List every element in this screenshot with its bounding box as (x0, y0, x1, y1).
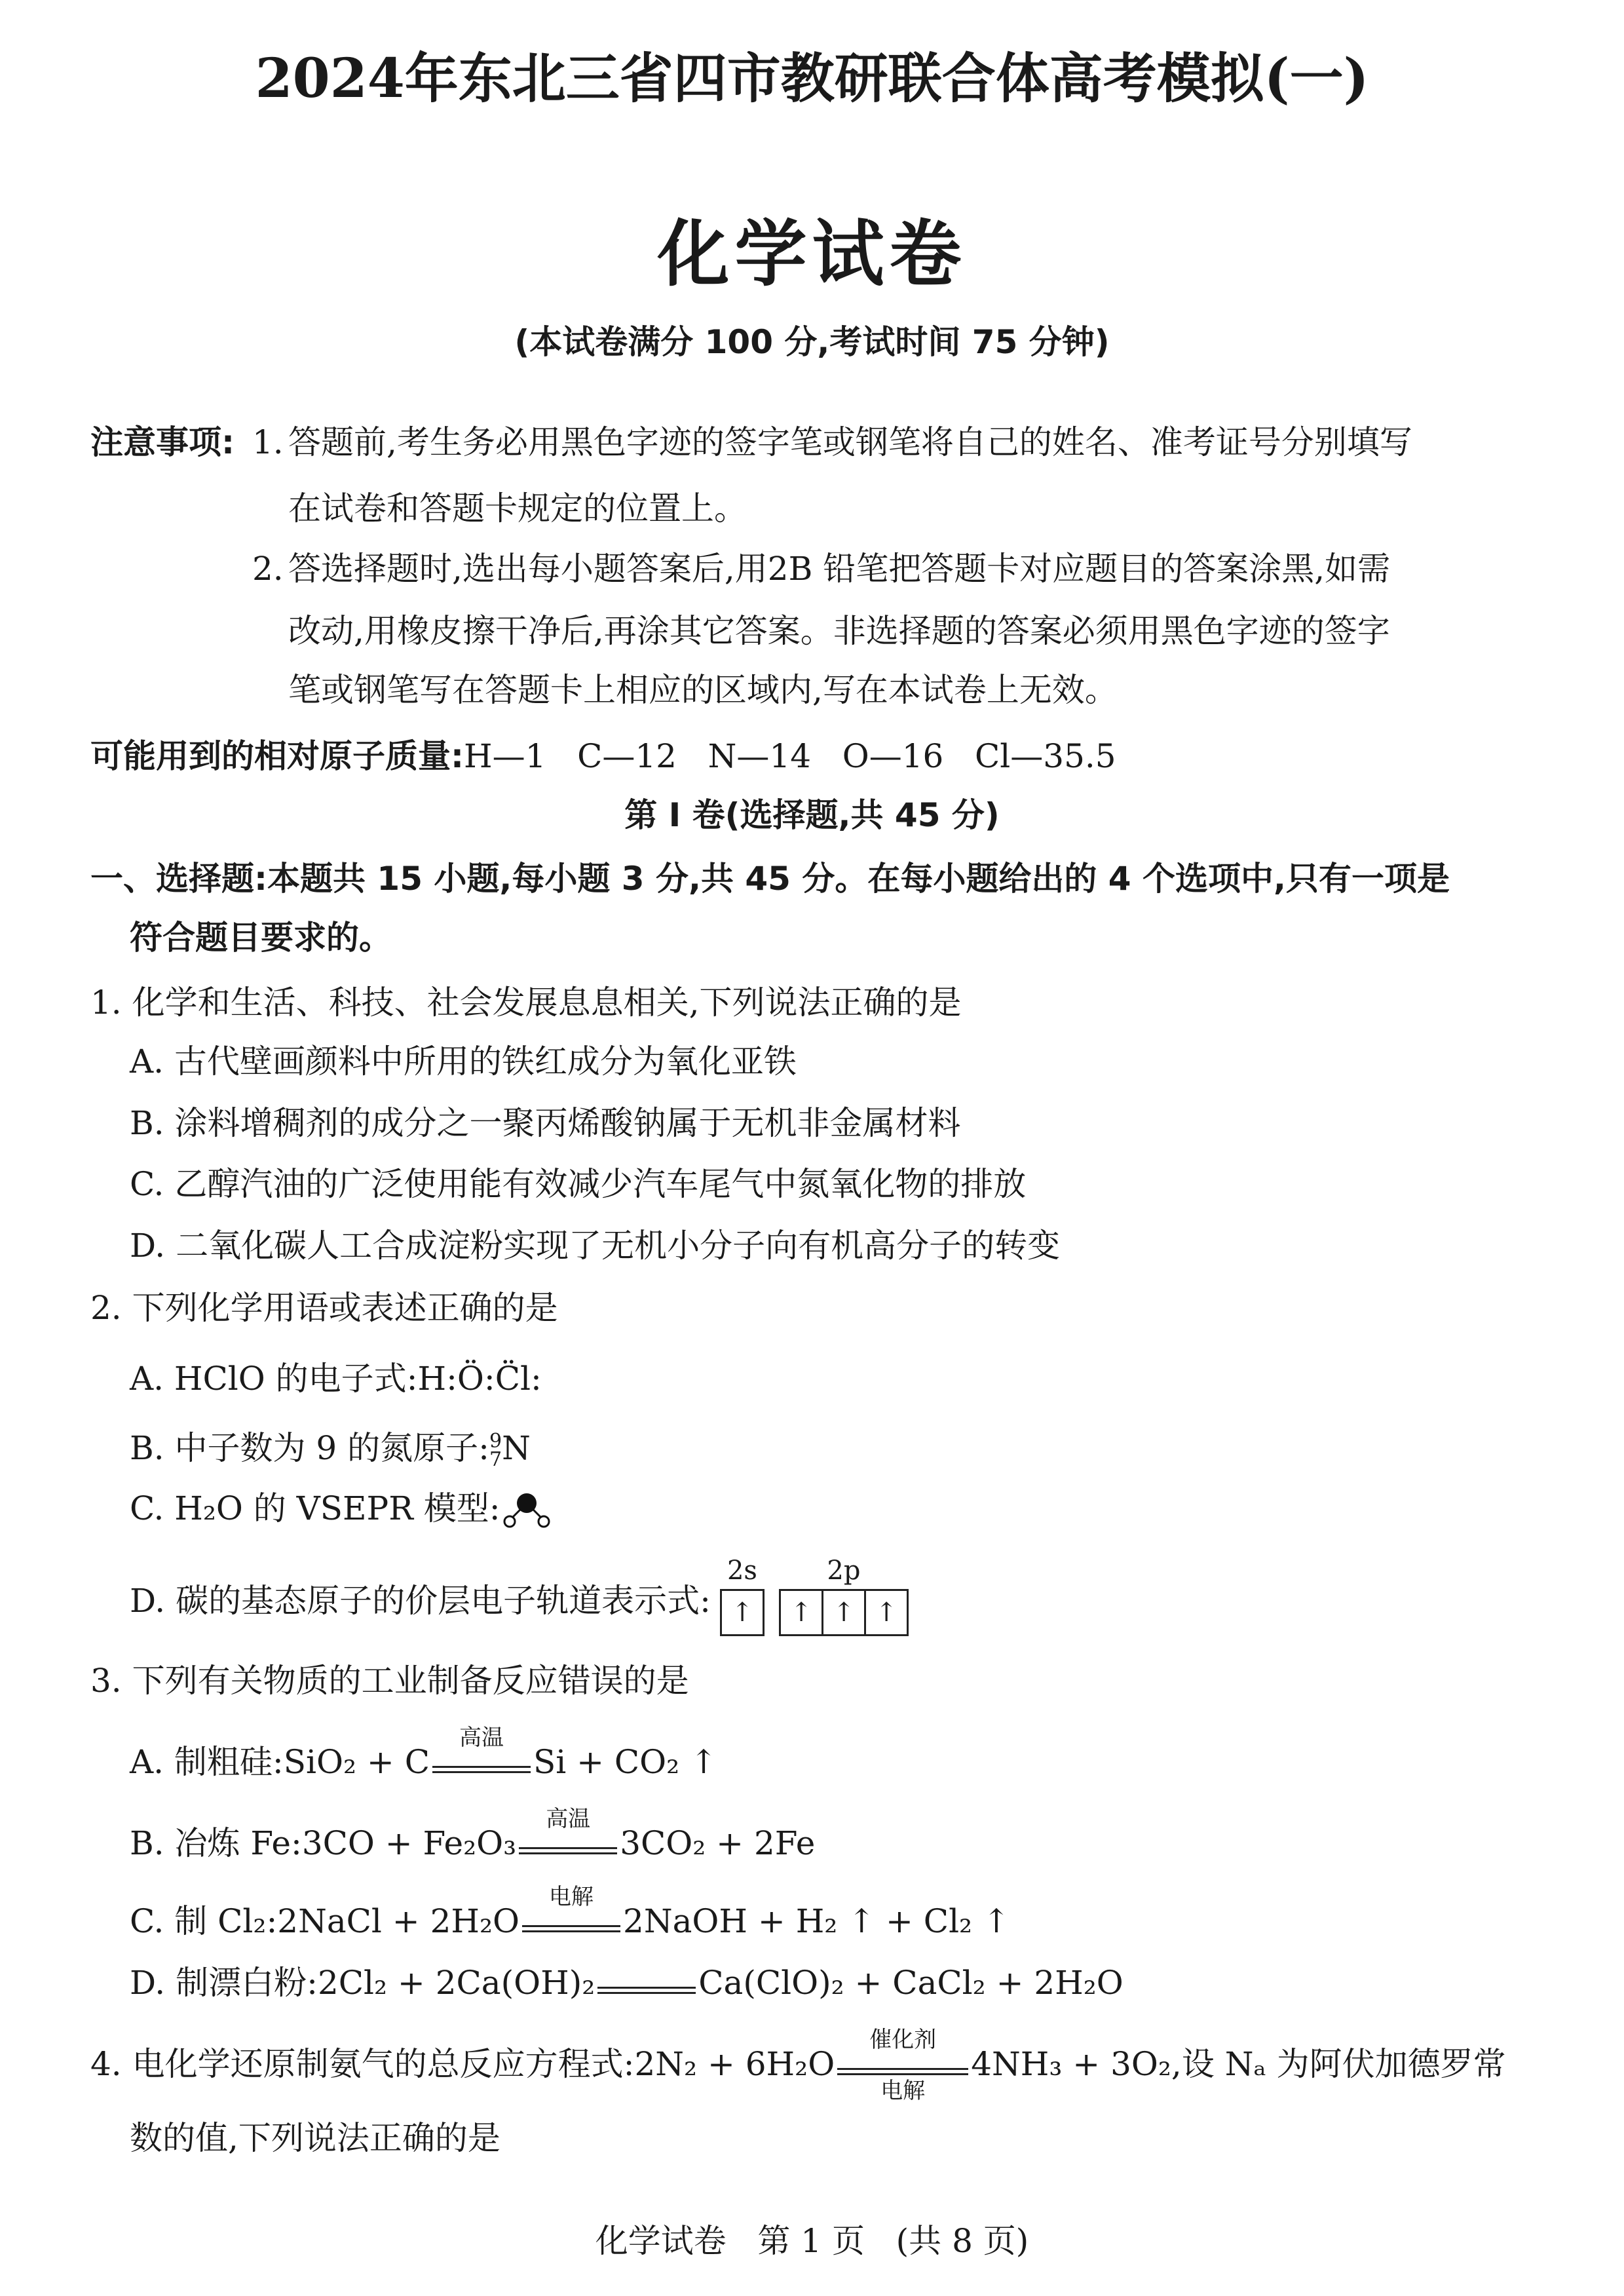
nitrogen-symbol: N (502, 1429, 531, 1467)
notice-2-num: 2. (252, 550, 284, 588)
atomic-number: 7 (489, 1448, 502, 1471)
q2-stem: 2. 下列化学用语或表述正确的是 (90, 1289, 558, 1327)
notice-1-line: 答题前,考生务必用黑色字迹的签字笔或钢笔将自己的姓名、准考证号分别填写 (288, 423, 1412, 461)
equation-rhs: Ca(ClO)₂ + CaCl₂ + 2H₂O (698, 1964, 1124, 2002)
q3-option-a (130, 1725, 717, 1782)
q2-option-d (130, 1556, 923, 1628)
orbital-box: ↑ (823, 1589, 866, 1636)
q3-option-d (130, 1963, 1124, 2002)
orbital-box: ↑ (779, 1589, 823, 1636)
masses-label: 可能用到的相对原子质量: (90, 737, 464, 775)
orbital-box: ↑ (720, 1589, 765, 1636)
equation-lhs: B. 冶炼 Fe:3CO + Fe₂O₃ (130, 1824, 517, 1862)
orbital-label-2s: 2s (727, 1556, 757, 1586)
section1-instructions: 一、选择题:本题共 15 小题,每小题 3 分,共 45 分。在每小题给出的 4 个选项中,只有一项是 (90, 860, 1450, 898)
orbital-box: ↑ (866, 1589, 909, 1636)
masses-values: H—1 C—12 N—14 O—16 Cl—35.5 (464, 737, 1116, 775)
orbital-diagram (720, 1556, 923, 1636)
q2-option-b (130, 1428, 531, 1469)
notice-2-line: 笔或钢笔写在答题卡上相应的区域内,写在本试卷上无效。 (288, 671, 1118, 709)
equation-lhs: C. 制 Cl₂:2NaCl + 2H₂O (130, 1902, 520, 1940)
equation-rhs: 4NH₃ + 3O₂,设 Nₐ 为阿伏加德罗常 (971, 2045, 1506, 2083)
q3-option-c (130, 1884, 1010, 1941)
reaction-condition: 电解 (549, 1884, 594, 1910)
q2-option-b-text: B. 中子数为 9 的氮原子: (130, 1429, 489, 1467)
mass-number: 9 (489, 1430, 502, 1453)
equals-sign (837, 2068, 968, 2075)
equals-sign (522, 1925, 620, 1932)
reaction-condition: 催化剂 (869, 2027, 937, 2053)
equation-lhs: A. 制粗硅:SiO₂ + C (130, 1743, 430, 1781)
section1-instructions: 符合题目要求的。 (130, 919, 392, 957)
subject-title: 化学试卷 (657, 212, 967, 296)
q2-option-a-text: A. HClO 的电子式: (130, 1360, 418, 1398)
part1-title: 第 I 卷(选择题,共 45 分) (624, 796, 1000, 834)
q3-option-b (130, 1806, 816, 1863)
q2-option-c (130, 1489, 553, 1531)
equals-sign (432, 1766, 531, 1773)
q1-stem: 1. 化学和生活、科技、社会发展息息相关,下列说法正确的是 (90, 984, 962, 1022)
notice-2-line: 改动,用橡皮擦干净后,再涂其它答案。非选择题的答案必须用黑色字迹的签字 (288, 612, 1390, 650)
q1-option-a: A. 古代壁画颜料中所用的铁红成分为氧化亚铁 (130, 1043, 797, 1081)
equation-rhs: Si + CO₂ ↑ (533, 1743, 717, 1781)
q1-option-b: B. 涂料增稠剂的成分之一聚丙烯酸钠属于无机非金属材料 (130, 1104, 961, 1142)
notice-label: 注意事项: (90, 423, 235, 461)
vsepr-model-icon (500, 1491, 553, 1531)
q2-option-d-text: D. 碳的基态原子的价层电子轨道表示式: (130, 1582, 711, 1620)
equation-rhs: 2NaOH + H₂ ↑ + Cl₂ ↑ (623, 1902, 1010, 1940)
equation-rhs: 3CO₂ + 2Fe (620, 1824, 816, 1862)
hclo-electron-formula: H:Ö:C̈l: (417, 1360, 542, 1398)
notice-1-line: 在试卷和答题卡规定的位置上。 (288, 489, 747, 527)
exam-note: (本试卷满分 100 分,考试时间 75 分钟) (514, 323, 1110, 361)
equals-sign (519, 1847, 617, 1854)
reaction-condition: 高温 (459, 1725, 504, 1751)
notice-2-line: 答选择题时,选出每小题答案后,用2B 铅笔把答题卡对应题目的答案涂黑,如需 (288, 550, 1391, 588)
orbital-label-2p: 2p (827, 1556, 861, 1586)
reaction-condition: 高温 (546, 1806, 591, 1832)
equals-sign (597, 1987, 696, 1994)
q4-stem-line2: 数的值,下列说法正确的是 (130, 2119, 500, 2157)
equation-lhs: 4. 电化学还原制氨气的总反应方程式:2N₂ + 6H₂O (90, 2045, 835, 2083)
q4-stem (90, 2027, 1506, 2104)
reaction-condition: 电解 (880, 2078, 926, 2104)
exam-title: 2024年东北三省四市教研联合体高考模拟(一) (255, 47, 1369, 110)
notice-1-num: 1. (252, 423, 284, 461)
page-footer: 化学试卷 第 1 页 (共 8 页) (595, 2222, 1029, 2260)
q2-option-c-text: C. H₂O 的 VSEPR 模型: (130, 1489, 500, 1527)
q1-option-d: D. 二氧化碳人工合成淀粉实现了无机小分子向有机高分子的转变 (130, 1227, 1061, 1265)
equation-lhs: D. 制漂白粉:2Cl₂ + 2Ca(OH)₂ (130, 1964, 595, 2002)
q2-option-a (130, 1359, 542, 1398)
q1-option-c: C. 乙醇汽油的广泛使用能有效减少汽车尾气中氮氧化物的排放 (130, 1165, 1027, 1203)
q3-stem: 3. 下列有关物质的工业制备反应错误的是 (90, 1662, 689, 1700)
